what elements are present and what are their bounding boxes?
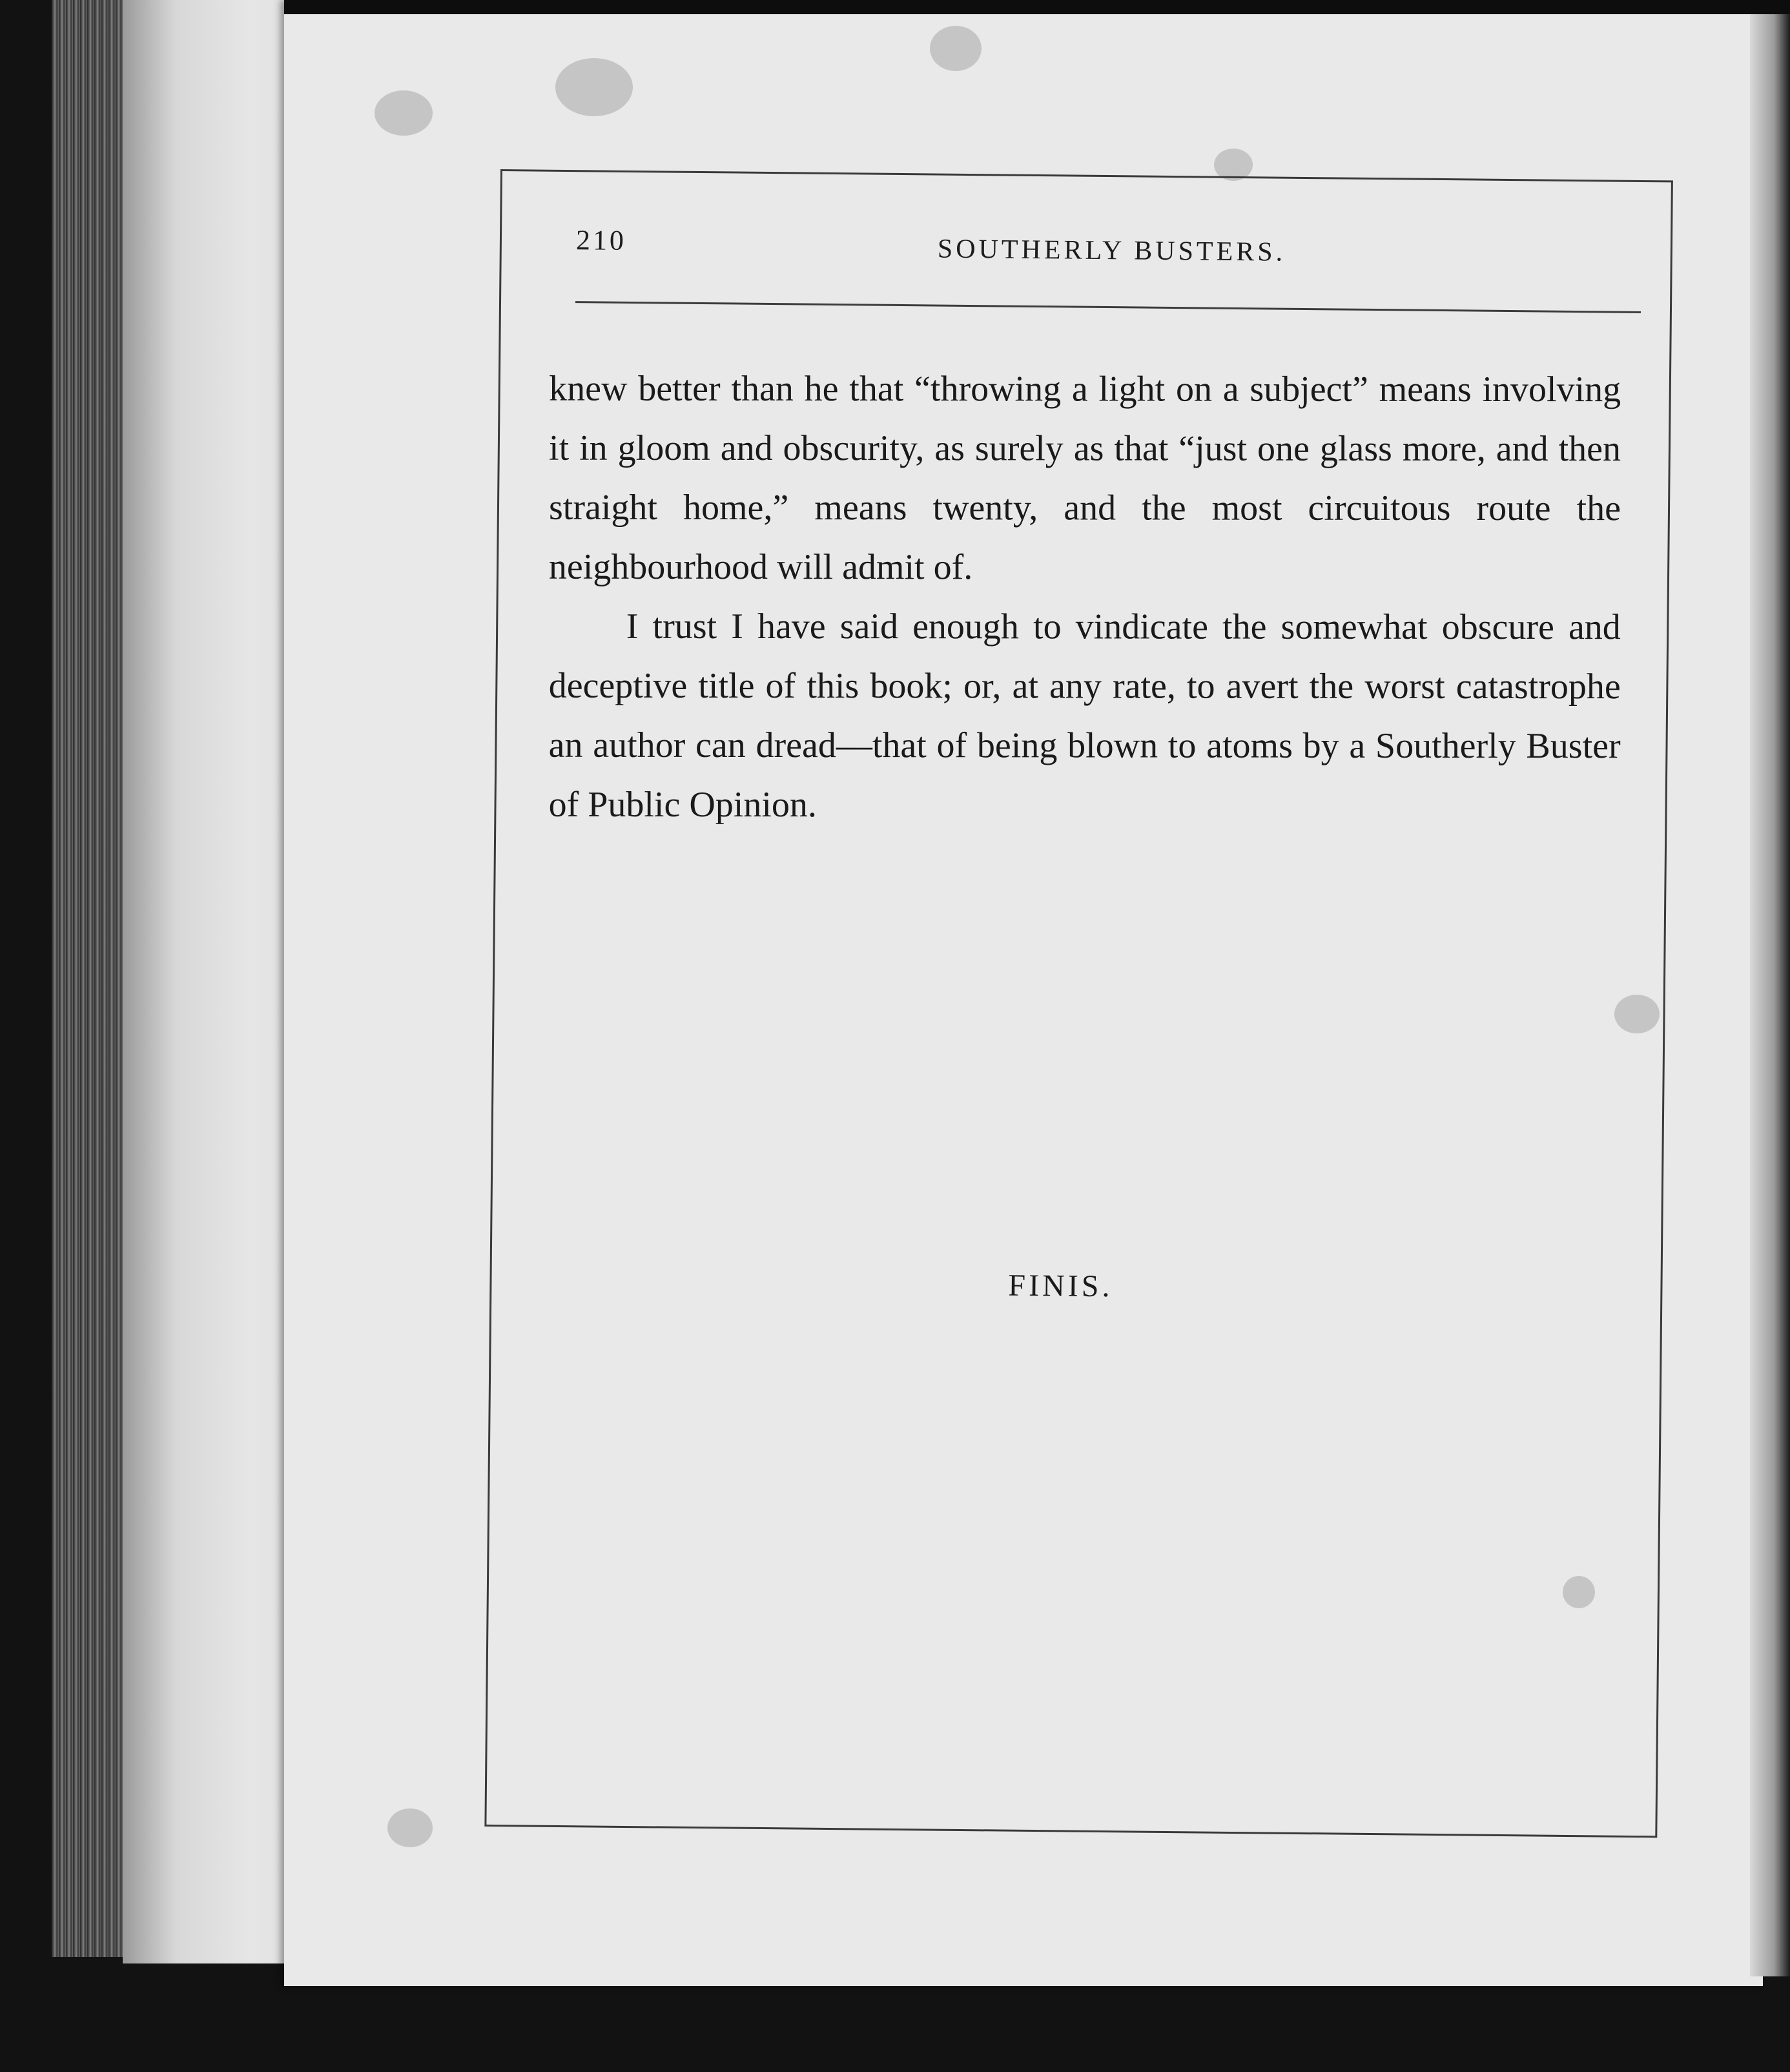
paper-speck — [387, 1808, 433, 1847]
page-number: 210 — [575, 224, 627, 256]
body-text — [549, 359, 1621, 835]
paper-speck — [930, 26, 982, 71]
paper-speck — [375, 90, 433, 136]
running-title: SOUTHERLY BUSTERS. — [937, 234, 1286, 267]
finis-mark: FINIS. — [1008, 1268, 1113, 1304]
page-right-edge — [1750, 0, 1790, 1976]
paper-speck — [555, 58, 633, 116]
scan-top-border — [284, 0, 1790, 14]
page-border-frame — [484, 169, 1673, 1838]
paragraph: I trust I have said enough to vindicate the somewhat obscure and deceptive title of this book; or, at any rate, to avert the worst catastrophe an author can dread—that of being blown to atoms by a Southerly Buster of Public Opinion. — [548, 606, 1621, 825]
paragraph: knew better than he that “throwing a light on a subject” means involving it in gloom and obscurity, as surely as that “just one glass more, and then straight home,” means twenty, and the most circuitous route the neighbourhood will admit of. — [548, 368, 1621, 588]
book-page — [284, 0, 1763, 1986]
running-head — [575, 223, 1596, 285]
header-rule — [575, 301, 1641, 313]
